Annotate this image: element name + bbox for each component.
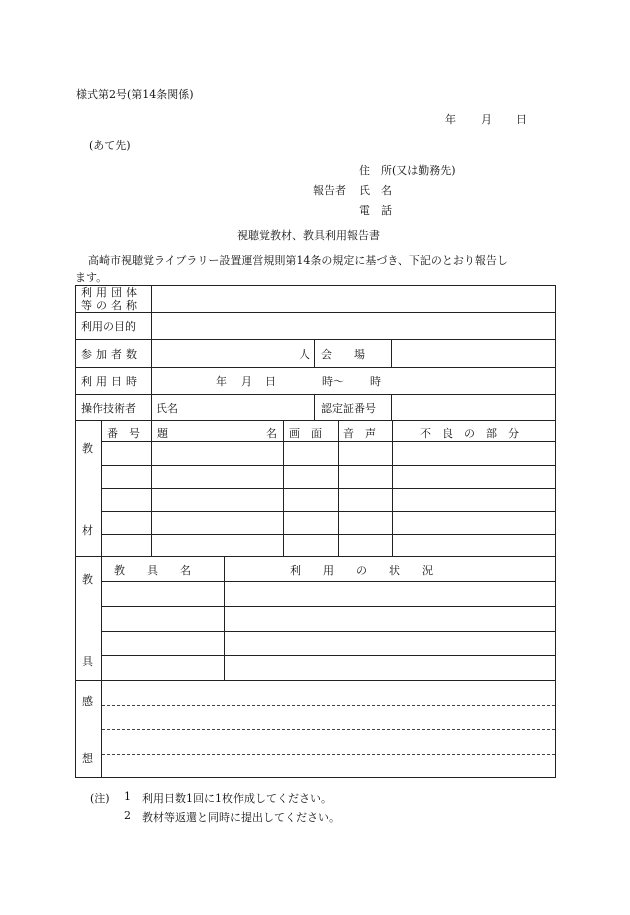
intro-line-1: 高崎市視聴覚ライブラリー設置運営規則第14条の規定に基づき、下記のとおり報告し	[88, 254, 508, 267]
address-label: 住 所(又は勤務先)	[359, 164, 456, 177]
note-1-number: 1	[124, 790, 131, 803]
org-name-label-line1: 利用団体	[81, 286, 141, 299]
document-title: 視聴覚教材、教具利用報告書	[237, 229, 380, 242]
purpose-field[interactable]	[152, 313, 555, 339]
name-label: 氏 名	[359, 184, 392, 197]
operator-name-label: 氏名	[156, 401, 178, 415]
equipment-side-label-top: 教	[82, 573, 93, 586]
datetime-day: 日	[265, 375, 276, 388]
datetime-to: 時	[370, 375, 381, 388]
participants-field[interactable]	[152, 340, 313, 367]
date-year-label: 年	[445, 113, 456, 126]
person-unit: 人	[299, 347, 310, 361]
cert-number-field[interactable]	[392, 395, 555, 420]
phone-label: 電 話	[359, 204, 392, 217]
venue-label: 会 場	[321, 347, 365, 361]
notes-label: (注)	[90, 792, 110, 805]
materials-side-label-bottom: 材	[82, 524, 93, 537]
org-name-field[interactable]	[152, 286, 555, 312]
date-day-label: 日	[516, 113, 527, 126]
participants-label: 参加者数	[81, 347, 141, 361]
materials-header-sound: 音 声	[343, 427, 376, 440]
equipment-header-status: 利 用 の 状 況	[290, 564, 433, 577]
materials-header-title: 題	[157, 427, 168, 440]
impressions-side-label-top: 感	[82, 695, 93, 708]
impressions-side-label-bottom: 想	[82, 752, 93, 765]
date-month-label: 月	[481, 113, 492, 126]
intro-line-2: ます。	[75, 271, 108, 284]
cert-number-label: 認定証番号	[321, 401, 376, 415]
note-2-number: 2	[124, 809, 131, 822]
note-2-text: 教材等返還と同時に提出してください。	[142, 811, 340, 824]
usage-datetime-label: 利用日時	[81, 375, 141, 388]
materials-header-title-end: 名	[266, 427, 277, 440]
datetime-from: 時〜	[322, 375, 344, 388]
materials-side-label-top: 教	[82, 442, 93, 455]
equipment-header-name: 教 具 名	[114, 564, 191, 577]
datetime-month: 月	[241, 375, 252, 388]
purpose-label: 利用の目的	[81, 320, 136, 333]
addressee: (あて先)	[89, 139, 131, 152]
note-1-text: 利用日数1回に1枚作成してください。	[142, 792, 332, 805]
form-number: 様式第2号(第14条関係)	[76, 88, 194, 101]
materials-header-number: 番 号	[107, 427, 140, 440]
operator-label: 操作技術者	[81, 401, 136, 415]
reporter-label: 報告者	[313, 184, 346, 197]
org-name-label-line2: 等の名称	[81, 299, 141, 312]
equipment-side-label-bottom: 具	[82, 655, 93, 668]
materials-header-picture: 画 面	[289, 427, 322, 440]
venue-field[interactable]	[392, 340, 555, 367]
materials-header-defect: 不 良 の 部 分	[420, 427, 519, 440]
datetime-year: 年	[216, 375, 227, 388]
